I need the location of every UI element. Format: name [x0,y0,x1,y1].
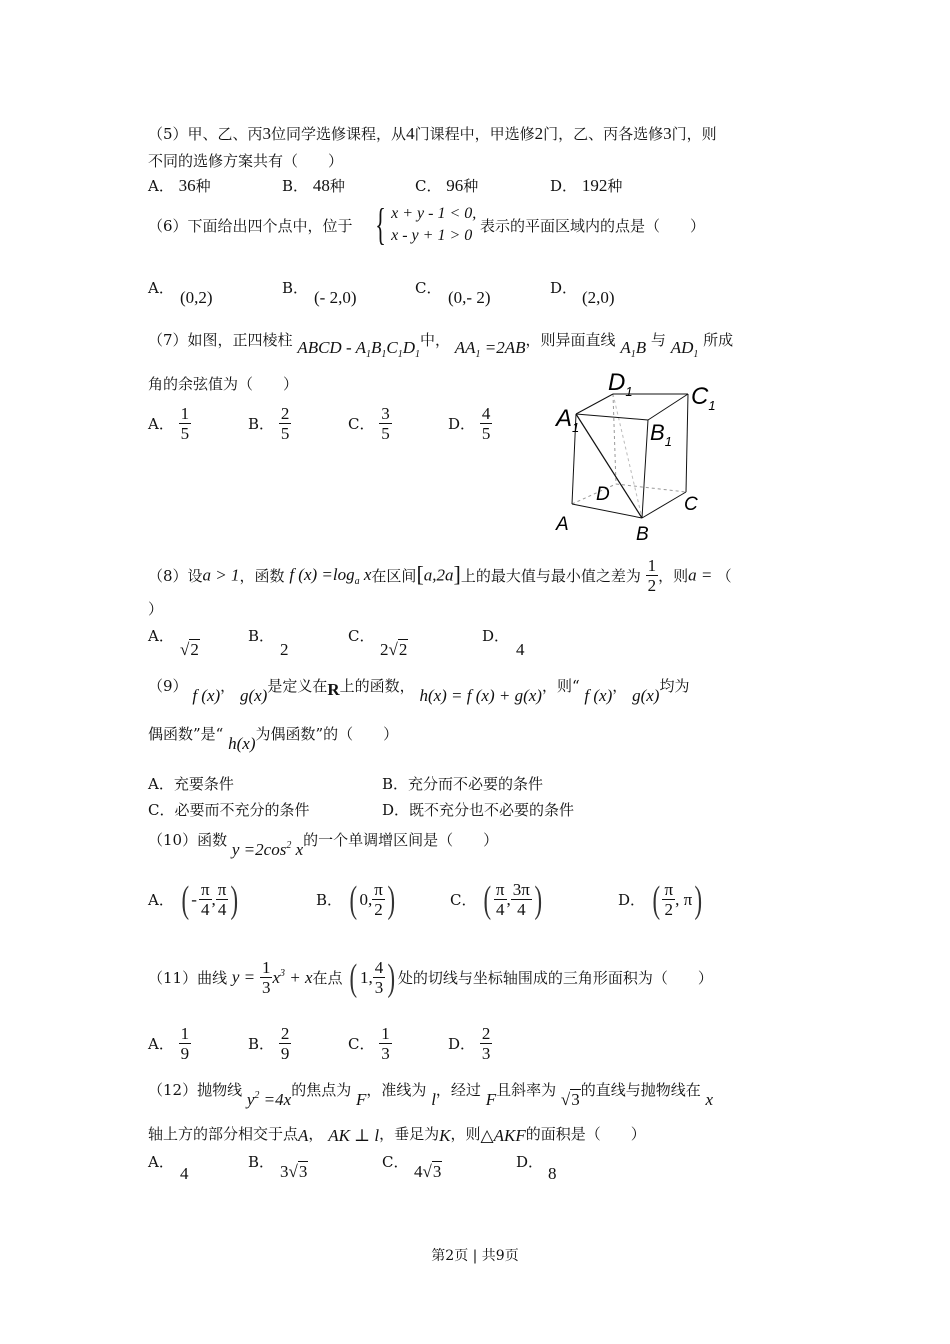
q9-line1: （9） f (x)， g(x)是定义在R上的函数， h(x) = f (x) + g(x)，则“ f (x)， g(x)均为 [148,677,690,705]
q12-option-a-value: 4 [180,1164,189,1183]
q6-option-d-value: (2,0) [582,288,615,307]
q11-option-a: A． $\frac{1}{9}$ [148,1024,190,1063]
q6-option-a-value: (0,2) [180,288,213,307]
label-c: C [684,494,698,515]
q7-option-a: A． $\frac{1}{5}$ [148,404,190,443]
q6-option-a: A． [148,279,174,297]
brace-symbol: { [375,200,386,249]
q8-line1: （8）设a > 1，函数 f $(x) =\log_a$ x在区间[a,2a]上的最大值与最小值之差为 $\frac{1}{2}$ ，则a = （ [148,556,732,595]
q8-option-c: C． [348,627,375,645]
q10-option-c: C． ( $\frac{\pi}{4}$ , $\frac{3\pi}{4}$ ) [450,878,542,921]
diag-d1-b [613,394,642,518]
q11-option-d: D． $\frac{2}{3}$ [448,1024,491,1063]
bracket-left: [ [416,561,424,587]
prism-figure [548,364,718,548]
q6-stem-tail: 表示的平面区域内的点是（ ） [480,217,706,235]
q6-option-c-value: (0,- 2) [448,288,491,307]
q5-line1: （5）甲、乙、丙3位同学选修课程，从4门课程中，甲选修2门，乙、丙各选修3门，则 [148,124,717,143]
q5-line2: 不同的选修方案共有（ ） [148,152,344,170]
edge-a1-b1 [576,414,648,420]
label-a: A [556,514,569,535]
q7-line2: 角的余弦值为（ ） [148,375,299,393]
edge-d-d1 [613,394,616,484]
q12-line1: （12）抛物线 $y^2 =4x$的焦点为 F，准线为 l，经过 F且斜率为 √3的直线与抛物线在 x [148,1081,714,1109]
label-c1: $C_1$ [691,383,716,413]
label-d1: $D_1$ [608,369,633,399]
q12-option-d-value: 8 [548,1164,557,1183]
q6-stem: （6）下面给出四个点中，位于 [148,217,353,235]
q10-option-d: D． ( $\frac{\pi}{2}$ , π ) [618,878,703,921]
q10-option-a: A． ( - $\frac{\pi}{4}$ , $\frac{\pi}{4}$ ) [148,878,239,921]
q9-option-b: B．充分而不必要的条件 [382,775,544,793]
q10-option-b: B． ( 0, $\frac{\pi}{2}$ ) [316,878,395,921]
q5-option-a: A． 36种 [148,176,211,195]
q12-option-c-value: 4√3 [414,1162,442,1181]
q8-option-b: B． [248,627,275,645]
q10-stem: （10）函数 $y =2\cos^2$ x的一个单调增区间是（ ） [148,831,499,859]
q6-system: { x + y - 1 < 0, x - y + 1 > 0 [375,200,477,249]
q9-line2: 偶函数”是“ h(x)为偶函数”的（ ） [148,725,399,753]
q6-option-b: B． [282,279,309,297]
q8-option-d: D． [482,627,510,645]
page-footer: 第2页 | 共9页 [431,1248,519,1264]
q8-option-d-value: 4 [516,640,525,659]
q7-option-b: B． $\frac{2}{5}$ [248,404,290,443]
q9-option-c: C．必要而不充分的条件 [148,801,310,819]
q6-option-c: C． [415,279,442,297]
q12-line2: 轴上方的部分相交于点A， AK ⊥ l，垂足为K，则△AKF的面积是（ ） [148,1125,646,1145]
edge-b-c [642,492,686,518]
q9-option-a: A．充要条件 [148,775,234,793]
q12-option-d: D． [516,1153,544,1171]
q5-option-b: B． 48种 [282,176,345,195]
label-b: B [636,524,649,545]
q12-option-b: B． [248,1153,275,1171]
q8-option-a-value: √2 [180,640,199,659]
label-a1: $A_1$ [556,405,580,435]
label-b1: $B_1$ [650,420,672,449]
q11-stem: （11）曲线 y = $\frac{1}{3}$ $x^3 + x$在点 ( 1, $\frac{4}{3}$ ) 处的切线与坐标轴围成的三角形面积为（ ） [148,956,713,999]
q12-option-a: A． [148,1153,174,1171]
q6-option-d: D． [550,279,578,297]
q9-option-d: D．既不充分也不必要的条件 [382,801,575,819]
q8-option-c-value: 2√2 [380,640,408,659]
q6-option-b-value: (- 2,0) [314,288,357,307]
label-d: D [596,484,610,505]
bracket-right: ] [453,561,461,587]
edge-b-b1 [642,420,648,518]
edge-a1-d1 [576,394,613,414]
q11-option-b: B． $\frac{2}{9}$ [248,1024,290,1063]
q11-option-c: C． $\frac{1}{3}$ [348,1024,390,1063]
q5-option-c: C． 96种 [415,176,479,195]
q8-line2: ） [148,600,164,618]
q12-option-c: C． [382,1153,409,1171]
q12-option-b-value: 3√3 [280,1162,308,1181]
q7-option-d: D． $\frac{4}{5}$ [448,404,491,443]
q5-option-d: D． 192种 [550,176,623,195]
edge-b1-c1 [648,394,688,420]
edge-c-c1 [686,394,688,492]
q7-option-c: C． $\frac{3}{5}$ [348,404,390,443]
q7-line1: （7）如图，正四棱柱 ABCD - $A_1B_1C_1D_1$中， $AA_1 =2AB$，则异面直线 $A_1B$ 与 $AD_1$ 所成 [148,331,734,360]
q8-option-b-value: 2 [280,640,289,659]
edge-d-c [616,484,686,492]
q8-option-a: A． [148,627,174,645]
edge-a-b [572,504,642,518]
